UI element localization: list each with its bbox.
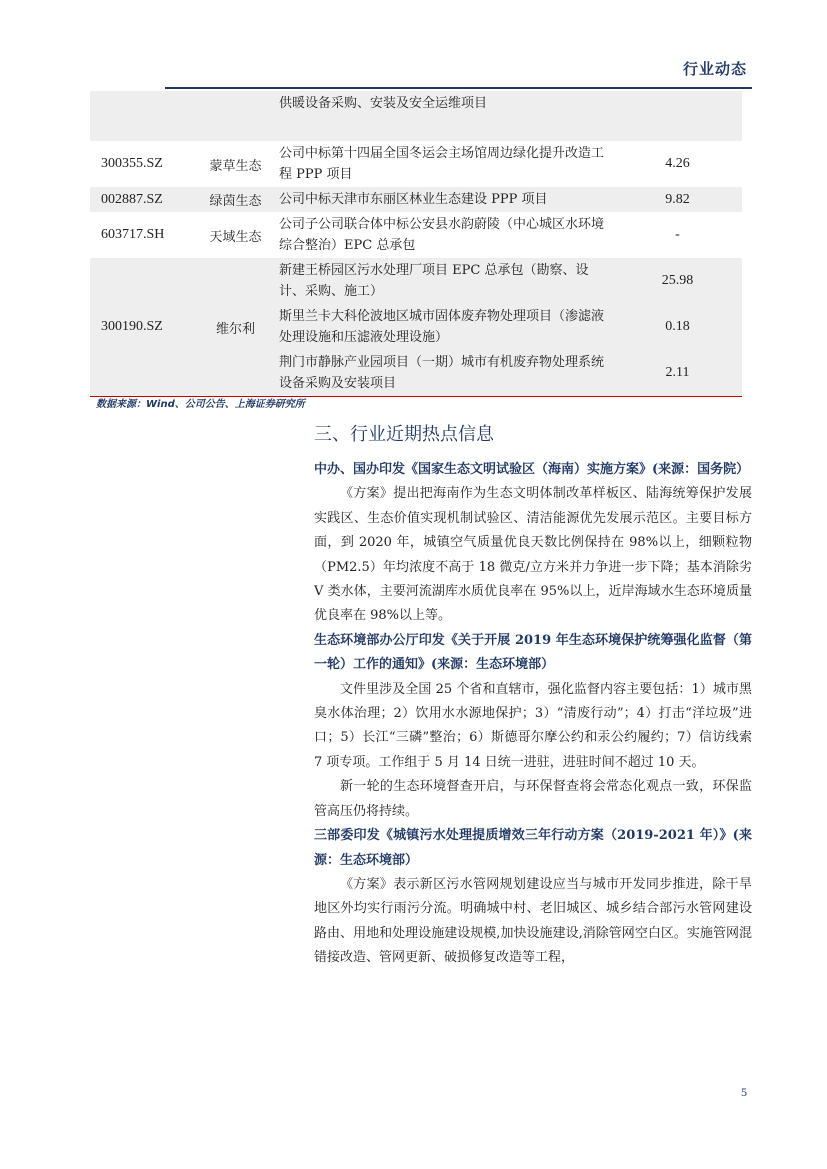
news-heading: 生态环境部办公厅印发《关于开展 2019 年生态环境保护统筹强化监督（第一轮）工作的通知》(来源：生态环境部） [314, 632, 752, 673]
company-name: 维尔利 [198, 258, 273, 397]
project-amount: 2.11 [613, 350, 742, 397]
stock-code: 300190.SZ [90, 258, 198, 397]
company-name: 天域生态 [209, 229, 262, 245]
project-amount: 0.18 [613, 304, 742, 350]
project-table [90, 91, 742, 397]
project-amount: 25.98 [613, 258, 742, 304]
project-description: 斯里兰卡大科伦波地区城市固体废弃物处理项目（渗滤液处理设施和压滤液处理设施） [273, 304, 613, 350]
project-amount [613, 91, 742, 141]
project-description: 供暖设备采购、安装及安全运维项目 [273, 91, 613, 141]
news-heading: 三部委印发《城镇污水处理提质增效三年行动方案（2019-2021 年）》(来源：生态环境部） [314, 828, 752, 868]
data-source-note: 数据来源：Wind、公司公告、上海证券研究所 [96, 399, 305, 410]
news-content [314, 458, 752, 971]
stock-code: 002887.SZ [90, 187, 198, 212]
table-row [90, 187, 742, 212]
table-row [90, 212, 742, 258]
project-amount: 9.82 [613, 187, 742, 212]
header-title: 行业动态 [682, 60, 747, 78]
news-paragraph: 《方案》提出把海南作为生态文明体制改革样板区、陆海统筹保护发展实践区、生态价值实现机制试验区、清洁能源优先发展示范区。主要目标方面，到 2020 年，城镇空气质量优良天数比例保持在 98%以上，细颗粒物（PM2.5）年均浓度不高于 18 微克/立方米并力争进一步下降；基本消除劣 V 类水体，主要河流湖库水质优良率在 95%以上，近岸海域水生态环境质量优良率在 98%以上等。 [314, 486, 752, 624]
project-description: 新建王桥园区污水处理厂项目 EPC 总承包（勘察、设计、采购、施工） [273, 258, 613, 304]
project-amount: - [675, 227, 680, 242]
stock-code: 300355.SZ [101, 156, 163, 171]
project-description: 公司中标天津市东丽区林业生态建设 PPP 项目 [273, 187, 613, 212]
company-name: 绿茵生态 [198, 187, 273, 212]
news-paragraph: 《方案》表示新区污水管网规划建设应当与城市开发同步推进，除干旱地区外均实行雨污分流。明确城中村、老旧城区、城乡结合部污水管网建设路由、用地和处理设施建设规模,加快设施建设,消除管网空白区。实施管网混错接改造、管网更新、破损修复改造等工程， [314, 876, 752, 966]
page-number: 5 [741, 1085, 747, 1099]
table-row [90, 141, 742, 187]
project-description: 荆门市静脉产业园项目（一期）城市有机废弃物处理系统设备采购及安装项目 [273, 350, 613, 397]
table-row [90, 258, 742, 304]
news-heading: 中办、国办印发《国家生态文明试验区（海南）实施方案》(来源：国务院） [314, 462, 750, 477]
project-description: 公司中标第十四届全国冬运会主场馆周边绿化提升改造工程 PPP 项目 [279, 146, 605, 182]
header-rule [165, 87, 752, 89]
company-name [198, 91, 273, 141]
news-paragraph: 新一轮的生态环境督查开启，与环保督查将会常态化观点一致，环保监管高压仍将持续。 [314, 779, 752, 819]
table-row [90, 91, 742, 141]
project-amount: 4.26 [665, 156, 690, 171]
stock-code [90, 91, 198, 141]
stock-code: 603717.SH [101, 227, 165, 242]
news-paragraph: 文件里涉及全国 25 个省和直辖市，强化监督内容主要包括：1）城市黑臭水体治理；2）饮用水水源地保护；3）“清废行动”；4）打击“洋垃圾”进口；5）长江“三磷”整治；6）斯德哥尔摩公约和汞公约履约；7）信访线索 7 项专项。工作组于 5 月 14 日统一进驻，进驻时间不超过 10 天。 [314, 681, 752, 770]
project-description: 公司子公司联合体中标公安县水韵蔚陵（中心城区水环境综合整治）EPC 总承包 [279, 217, 605, 253]
company-name: 蒙草生态 [209, 158, 262, 174]
section-title: 三、行业近期热点信息 [314, 424, 494, 445]
